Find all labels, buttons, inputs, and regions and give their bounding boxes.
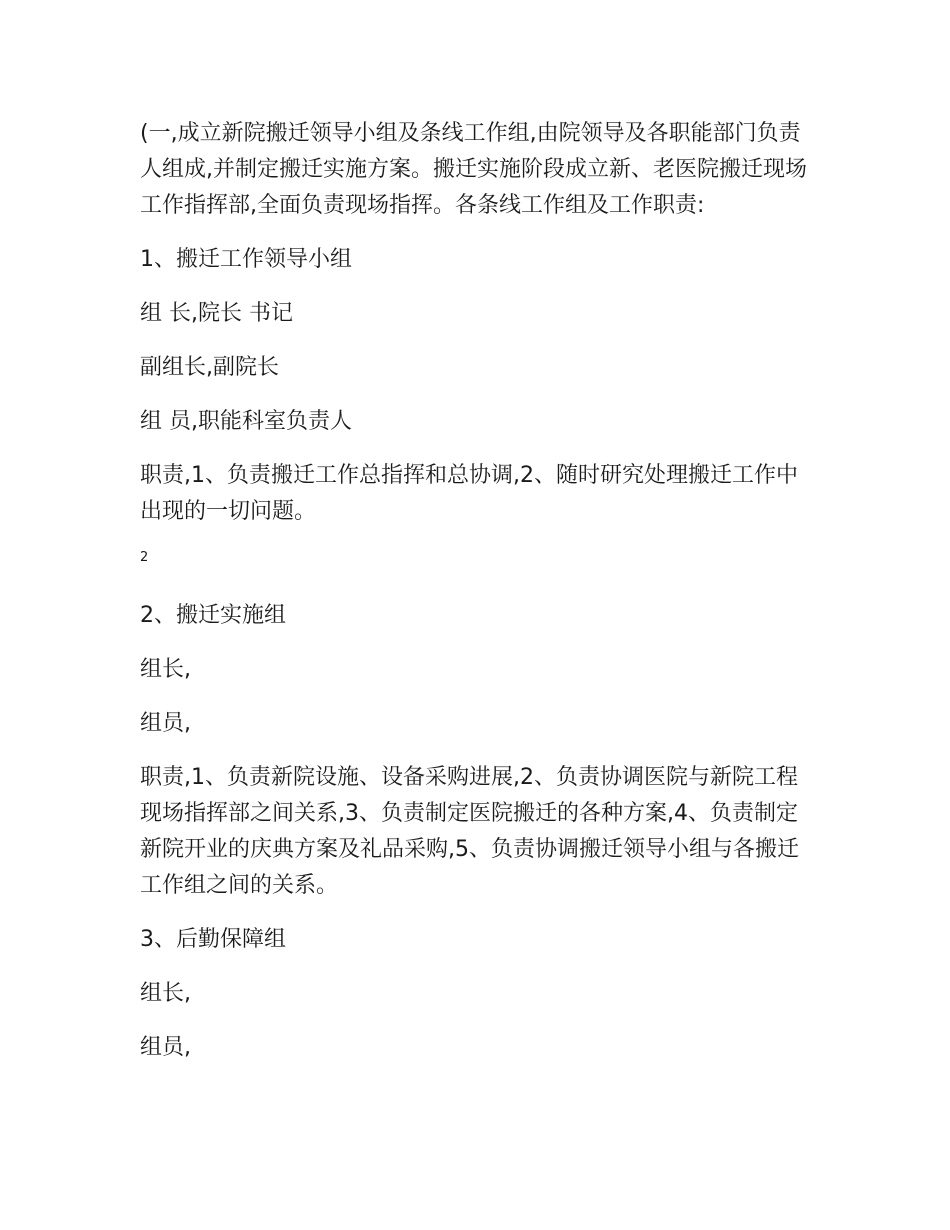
members-line: 组员, (140, 711, 191, 736)
section-heading-implementation-group: 2、搬迁实施组 (140, 603, 286, 628)
section-heading-logistics-group: 3、后勤保障组 (140, 927, 286, 952)
deputy-leader-line: 副组长,副院长 (140, 355, 279, 380)
members-line: 组 员,职能科室负责人 (140, 409, 352, 434)
leader-line: 组长, (140, 657, 191, 682)
duties-paragraph: 职责,1、负责新院设施、设备采购进展,2、负责协调医院与新院工程现场指挥部之间关系,3、负责制定医院搬迁的各种方案,4、负责制定新院开业的庆典方案及礼品采购,5、负责协调搬迁领导小组与各搬迁工作组之间的关系。 (140, 765, 799, 898)
section-heading-leadership-group: 1、搬迁工作领导小组 (140, 247, 352, 272)
members-line: 组员, (140, 1035, 191, 1060)
intro-paragraph: (一,成立新院搬迁领导小组及条线工作组,由院领导及各职能部门负责人组成,并制定搬迁实施方案。搬迁实施阶段成立新、老医院搬迁现场工作指挥部,全面负责现场指挥。各条线工作组及工作职责: (140, 121, 807, 218)
leader-line: 组 长,院长 书记 (140, 301, 293, 326)
document-page (140, 116, 812, 1084)
duties-paragraph: 职责,1、负责搬迁工作总指挥和总协调,2、随时研究处理搬迁工作中出现的一切问题。 (140, 463, 798, 524)
leader-line: 组长, (140, 981, 191, 1006)
page-number: 2 (140, 550, 149, 565)
